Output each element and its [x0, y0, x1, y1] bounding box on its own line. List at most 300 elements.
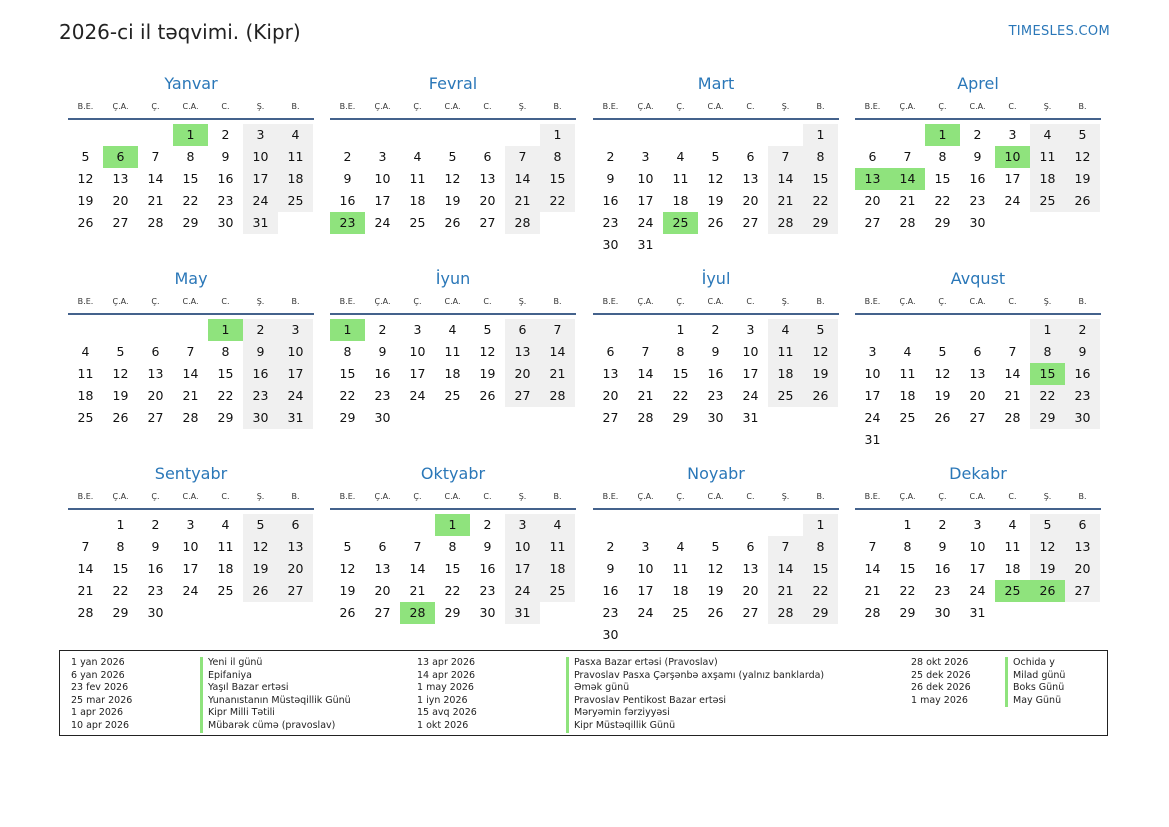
- day-cell: 16: [243, 363, 278, 385]
- day-cell: 10: [864, 366, 881, 381]
- day-cell: 23: [969, 193, 986, 208]
- day-cell: 2: [378, 322, 387, 337]
- day-cell: 10: [637, 561, 654, 576]
- weekday-label: B.E.: [864, 492, 881, 501]
- day-cell: 24: [637, 215, 654, 230]
- day-cell: 29: [803, 602, 838, 624]
- day-cell: 30: [243, 407, 278, 429]
- day-cell: 4: [903, 344, 912, 359]
- day-cell: 24: [409, 388, 426, 403]
- day-cell: 15: [112, 561, 129, 576]
- weekday-label: B.: [816, 102, 825, 111]
- day-cell: 3: [641, 149, 650, 164]
- day-cell: 24: [374, 215, 391, 230]
- day-cell: 21: [147, 193, 164, 208]
- day-cell: 18: [540, 558, 575, 580]
- day-cell: 5: [243, 514, 278, 536]
- legend-holiday-name: Epifaniya: [200, 670, 351, 683]
- day-cell: 24: [243, 190, 278, 212]
- day-cell: 23: [602, 605, 619, 620]
- day-cell: 24: [969, 583, 986, 598]
- day-cell: 20: [602, 388, 619, 403]
- day-cell: 16: [969, 171, 986, 186]
- day-cell: 17: [505, 558, 540, 580]
- day-cell: 25: [540, 580, 575, 602]
- day-cell: 11: [672, 171, 689, 186]
- day-cell: 23: [1065, 385, 1100, 407]
- day-cell: 17: [409, 366, 426, 381]
- holiday-day-cell: 28: [400, 602, 435, 624]
- day-cell: 30: [147, 605, 164, 620]
- weekday-label: C.A.: [969, 297, 986, 306]
- day-cell: 11: [1004, 539, 1021, 554]
- weekday-label: B.E.: [77, 102, 94, 111]
- day-cell: 18: [672, 583, 689, 598]
- legend-dates-3: [911, 657, 971, 707]
- day-cell: 12: [934, 366, 951, 381]
- legend-date: 1 iyn 2026: [417, 694, 468, 706]
- day-cell: 21: [768, 190, 803, 212]
- legend-holiday-name: Kipr Milli Tətili: [200, 707, 351, 720]
- day-grid: [330, 124, 576, 234]
- month-4: [68, 268, 314, 429]
- empty-cell: [593, 514, 628, 536]
- weekday-label: Ş.: [518, 492, 527, 501]
- day-cell: 16: [147, 561, 164, 576]
- day-cell: 27: [479, 215, 496, 230]
- day-cell: 4: [676, 539, 685, 554]
- legend-date: 25 dek 2026: [911, 669, 971, 681]
- weekday-label: C.: [221, 102, 230, 111]
- holiday-day-cell: 25: [995, 580, 1030, 602]
- day-cell: 25: [672, 605, 689, 620]
- legend-holiday-name: Kipr Müstəqillik Günü: [566, 720, 824, 733]
- day-cell: 9: [938, 539, 947, 554]
- day-cell: 30: [934, 605, 951, 620]
- day-cell: 31: [278, 407, 313, 429]
- day-cell: 29: [339, 410, 356, 425]
- day-cell: 27: [742, 605, 759, 620]
- day-cell: 16: [339, 193, 356, 208]
- day-cell: 26: [1065, 190, 1100, 212]
- weekday-label: Ç.: [676, 492, 685, 501]
- weekday-label: B.E.: [864, 102, 881, 111]
- weekday-label: B.: [553, 297, 562, 306]
- day-cell: 27: [505, 385, 540, 407]
- empty-cell: [505, 124, 540, 146]
- day-grid: [68, 124, 314, 234]
- weekday-label: B.E.: [602, 492, 619, 501]
- empty-cell: [138, 124, 173, 146]
- weekday-label: Ş.: [518, 297, 527, 306]
- day-cell: 13: [278, 536, 313, 558]
- day-cell: 20: [1065, 558, 1100, 580]
- day-cell: 30: [374, 410, 391, 425]
- day-cell: 8: [116, 539, 125, 554]
- day-cell: 17: [637, 193, 654, 208]
- day-cell: 14: [768, 168, 803, 190]
- day-cell: 13: [602, 366, 619, 381]
- day-cell: 15: [803, 558, 838, 580]
- day-cell: 2: [343, 149, 352, 164]
- weekday-label: Ş.: [1043, 492, 1052, 501]
- empty-cell: [593, 319, 628, 341]
- weekday-header: [593, 295, 839, 315]
- weekday-label: Ş.: [781, 492, 790, 501]
- day-cell: 13: [1065, 536, 1100, 558]
- day-cell: 22: [934, 193, 951, 208]
- day-cell: 23: [602, 215, 619, 230]
- day-cell: 23: [147, 583, 164, 598]
- legend-holiday-name: Boks Günü: [1005, 682, 1065, 695]
- day-cell: 22: [899, 583, 916, 598]
- day-cell: 2: [1065, 319, 1100, 341]
- holiday-day-cell: 1: [925, 124, 960, 146]
- day-cell: 28: [768, 602, 803, 624]
- weekday-label: B.E.: [339, 297, 356, 306]
- weekday-label: C.: [1008, 102, 1017, 111]
- day-cell: 20: [505, 363, 540, 385]
- day-cell: 9: [606, 171, 615, 186]
- holiday-day-cell: 1: [330, 319, 365, 341]
- weekday-label: Ş.: [1043, 297, 1052, 306]
- weekday-label: B.: [1078, 492, 1087, 501]
- day-cell: 13: [374, 561, 391, 576]
- day-cell: 1: [1030, 319, 1065, 341]
- day-cell: 1: [803, 514, 838, 536]
- day-cell: 29: [217, 410, 234, 425]
- day-cell: 19: [339, 583, 356, 598]
- day-cell: 14: [77, 561, 94, 576]
- day-cell: 15: [672, 366, 689, 381]
- empty-cell: [663, 124, 698, 146]
- month-name: Fevral: [428, 74, 478, 93]
- holiday-day-cell: 1: [208, 319, 243, 341]
- day-cell: 8: [903, 539, 912, 554]
- day-cell: 3: [746, 322, 755, 337]
- day-cell: 12: [444, 171, 461, 186]
- day-cell: 20: [479, 193, 496, 208]
- day-cell: 31: [969, 605, 986, 620]
- weekday-header: [330, 490, 576, 510]
- day-cell: 18: [672, 193, 689, 208]
- weekday-label: Ç.: [151, 297, 160, 306]
- day-cell: 13: [112, 171, 129, 186]
- month-10: [593, 463, 839, 646]
- day-cell: 9: [378, 344, 387, 359]
- month-5: [330, 268, 576, 429]
- day-cell: 26: [803, 385, 838, 407]
- day-cell: 27: [1065, 580, 1100, 602]
- day-cell: 25: [1030, 190, 1065, 212]
- day-cell: 24: [505, 580, 540, 602]
- day-cell: 22: [444, 583, 461, 598]
- day-cell: 14: [409, 561, 426, 576]
- day-cell: 12: [339, 561, 356, 576]
- day-cell: 15: [182, 171, 199, 186]
- day-cell: 5: [81, 149, 90, 164]
- holiday-day-cell: 23: [330, 212, 365, 234]
- month-1: [330, 73, 576, 234]
- day-cell: 21: [505, 190, 540, 212]
- weekday-label: C.A.: [444, 297, 461, 306]
- day-cell: 3: [278, 319, 313, 341]
- weekday-label: Ç.A.: [374, 297, 391, 306]
- day-cell: 5: [1030, 514, 1065, 536]
- day-cell: 22: [112, 583, 129, 598]
- day-cell: 30: [707, 410, 724, 425]
- empty-cell: [855, 319, 890, 341]
- day-cell: 16: [707, 366, 724, 381]
- weekday-label: C.A.: [444, 102, 461, 111]
- weekday-label: Ç.: [413, 102, 422, 111]
- day-cell: 14: [540, 341, 575, 363]
- weekday-header: [330, 295, 576, 315]
- weekday-label: Ç.A.: [899, 492, 916, 501]
- day-cell: 7: [540, 319, 575, 341]
- day-cell: 4: [1008, 517, 1017, 532]
- day-cell: 15: [803, 168, 838, 190]
- day-cell: 8: [803, 536, 838, 558]
- day-cell: 16: [1065, 363, 1100, 385]
- day-cell: 6: [606, 344, 615, 359]
- weekday-label: Ç.A.: [637, 102, 654, 111]
- holiday-day-cell: 1: [435, 514, 470, 536]
- weekday-label: Ç.: [151, 492, 160, 501]
- day-cell: 7: [868, 539, 877, 554]
- holiday-day-cell: 15: [1030, 363, 1065, 385]
- day-cell: 15: [899, 561, 916, 576]
- weekday-label: C.A.: [182, 492, 199, 501]
- day-cell: 7: [505, 146, 540, 168]
- day-cell: 3: [243, 124, 278, 146]
- day-cell: 15: [540, 168, 575, 190]
- day-cell: 2: [606, 149, 615, 164]
- month-name: Avqust: [950, 269, 1006, 288]
- day-cell: 11: [77, 366, 94, 381]
- day-cell: 31: [243, 212, 278, 234]
- day-cell: 18: [409, 193, 426, 208]
- day-cell: 26: [707, 605, 724, 620]
- day-cell: 26: [112, 410, 129, 425]
- day-cell: 22: [803, 190, 838, 212]
- legend-holiday-name: Yeni il günü: [200, 657, 351, 670]
- day-cell: 27: [969, 410, 986, 425]
- legend-date: 1 may 2026: [417, 682, 474, 694]
- day-cell: 28: [147, 215, 164, 230]
- weekday-label: B.E.: [602, 297, 619, 306]
- legend-date: 1 apr 2026: [71, 707, 124, 719]
- day-grid: [593, 124, 839, 256]
- day-cell: 25: [278, 190, 313, 212]
- day-cell: 21: [768, 580, 803, 602]
- day-cell: 24: [182, 583, 199, 598]
- empty-cell: [330, 514, 365, 536]
- day-cell: 19: [479, 366, 496, 381]
- day-cell: 27: [112, 215, 129, 230]
- day-cell: 19: [1030, 558, 1065, 580]
- day-cell: 4: [81, 344, 90, 359]
- day-cell: 31: [864, 432, 881, 447]
- day-cell: 27: [278, 580, 313, 602]
- day-cell: 26: [444, 215, 461, 230]
- month-name: İyul: [701, 269, 731, 288]
- day-cell: 5: [1065, 124, 1100, 146]
- legend-holiday-name: Yaşıl Bazar ertəsi: [200, 682, 351, 695]
- day-cell: 16: [479, 561, 496, 576]
- weekday-label: Ç.: [938, 102, 947, 111]
- day-grid: [68, 514, 314, 624]
- day-cell: 23: [374, 388, 391, 403]
- day-cell: 9: [483, 539, 492, 554]
- day-cell: 12: [1065, 146, 1100, 168]
- day-cell: 13: [742, 171, 759, 186]
- empty-cell: [68, 319, 103, 341]
- weekday-label: C.: [483, 492, 492, 501]
- weekday-label: B.: [553, 102, 562, 111]
- site-link[interactable]: TIMESLES.COM: [1008, 24, 1110, 39]
- legend-holiday-name: Pasxa Bazar ertəsi (Pravoslav): [566, 657, 824, 670]
- weekday-label: C.A.: [182, 102, 199, 111]
- weekday-header: [68, 490, 314, 510]
- day-cell: 23: [934, 583, 951, 598]
- day-cell: 18: [768, 363, 803, 385]
- legend-date: 15 avq 2026: [417, 707, 477, 719]
- legend-date: 1 may 2026: [911, 694, 968, 706]
- weekday-label: C.: [746, 102, 755, 111]
- day-cell: 20: [742, 583, 759, 598]
- day-cell: 7: [81, 539, 90, 554]
- empty-cell: [103, 319, 138, 341]
- day-cell: 28: [637, 410, 654, 425]
- day-cell: 27: [864, 215, 881, 230]
- day-cell: 21: [899, 193, 916, 208]
- weekday-label: Ş.: [256, 297, 265, 306]
- day-cell: 6: [746, 149, 755, 164]
- day-cell: 17: [864, 388, 881, 403]
- day-cell: 21: [540, 363, 575, 385]
- day-cell: 3: [973, 517, 982, 532]
- day-cell: 2: [938, 517, 947, 532]
- weekday-label: Ç.A.: [374, 492, 391, 501]
- day-cell: 18: [1030, 168, 1065, 190]
- day-grid: [330, 514, 576, 624]
- empty-cell: [733, 124, 768, 146]
- day-cell: 7: [151, 149, 160, 164]
- day-cell: 28: [505, 212, 540, 234]
- day-cell: 29: [899, 605, 916, 620]
- day-cell: 12: [112, 366, 129, 381]
- empty-cell: [628, 514, 663, 536]
- day-cell: 11: [278, 146, 313, 168]
- weekday-label: Ç.: [676, 297, 685, 306]
- day-cell: 2: [973, 127, 982, 142]
- day-cell: 19: [112, 388, 129, 403]
- day-cell: 22: [1030, 385, 1065, 407]
- day-cell: 25: [444, 388, 461, 403]
- empty-cell: [400, 124, 435, 146]
- empty-cell: [138, 319, 173, 341]
- day-cell: 23: [217, 193, 234, 208]
- day-cell: 20: [112, 193, 129, 208]
- day-cell: 19: [707, 193, 724, 208]
- day-cell: 1: [116, 517, 125, 532]
- weekday-label: C.A.: [444, 492, 461, 501]
- day-cell: 17: [374, 193, 391, 208]
- day-cell: 29: [672, 410, 689, 425]
- day-cell: 20: [147, 388, 164, 403]
- day-cell: 13: [505, 341, 540, 363]
- day-cell: 18: [77, 388, 94, 403]
- day-cell: 8: [448, 539, 457, 554]
- day-cell: 15: [934, 171, 951, 186]
- weekday-label: Ç.: [151, 102, 160, 111]
- day-cell: 22: [182, 193, 199, 208]
- day-cell: 10: [409, 344, 426, 359]
- day-cell: 9: [711, 344, 720, 359]
- weekday-label: C.A.: [969, 492, 986, 501]
- day-cell: 20: [969, 388, 986, 403]
- empty-cell: [593, 124, 628, 146]
- day-cell: 14: [637, 366, 654, 381]
- legend-names-2: [566, 657, 824, 733]
- day-cell: 26: [479, 388, 496, 403]
- legend-names-1: [200, 657, 351, 733]
- day-cell: 11: [672, 561, 689, 576]
- day-cell: 8: [803, 146, 838, 168]
- day-cell: 12: [803, 341, 838, 363]
- day-cell: 12: [1030, 536, 1065, 558]
- weekday-label: Ç.: [938, 492, 947, 501]
- day-cell: 19: [444, 193, 461, 208]
- weekday-label: Ç.A.: [899, 102, 916, 111]
- day-cell: 7: [1008, 344, 1017, 359]
- day-cell: 6: [278, 514, 313, 536]
- day-cell: 1: [803, 124, 838, 146]
- legend-holiday-name: May Günü: [1005, 695, 1065, 708]
- empty-cell: [855, 514, 890, 536]
- day-cell: 29: [1030, 407, 1065, 429]
- day-cell: 28: [182, 410, 199, 425]
- month-2: [593, 73, 839, 256]
- day-cell: 9: [606, 561, 615, 576]
- day-cell: 16: [934, 561, 951, 576]
- day-cell: 5: [711, 539, 720, 554]
- day-grid: [855, 319, 1101, 451]
- day-cell: 4: [278, 124, 313, 146]
- month-name: Aprel: [957, 74, 999, 93]
- day-cell: 24: [1004, 193, 1021, 208]
- legend-date: 26 dek 2026: [911, 682, 971, 694]
- month-6: [593, 268, 839, 429]
- day-cell: 24: [742, 388, 759, 403]
- day-cell: 6: [1065, 514, 1100, 536]
- day-cell: 7: [186, 344, 195, 359]
- holiday-day-cell: 13: [855, 168, 890, 190]
- month-name: Noyabr: [687, 464, 745, 483]
- day-cell: 7: [413, 539, 422, 554]
- day-cell: 3: [1008, 127, 1017, 142]
- day-cell: 17: [182, 561, 199, 576]
- day-cell: 7: [641, 344, 650, 359]
- day-cell: 21: [1004, 388, 1021, 403]
- weekday-header: [68, 295, 314, 315]
- legend-date: 28 okt 2026: [911, 657, 969, 668]
- legend-holiday-name: Pravoslav Pasxa Çərşənbə axşamı (yalnız banklarda): [566, 670, 824, 683]
- holiday-day-cell: 6: [103, 146, 138, 168]
- day-cell: 28: [77, 605, 94, 620]
- day-cell: 4: [1030, 124, 1065, 146]
